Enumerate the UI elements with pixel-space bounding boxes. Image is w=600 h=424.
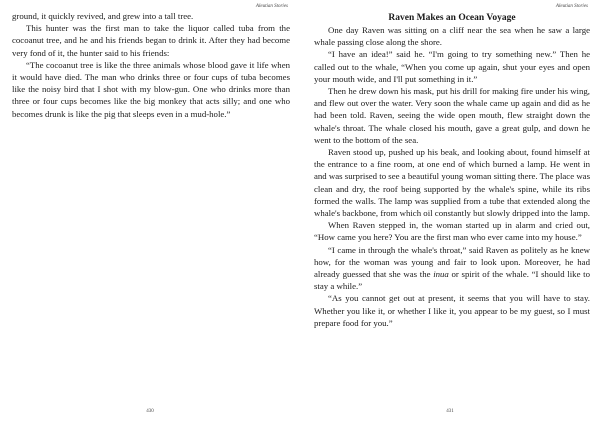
chapter-title: Raven Makes an Ocean Voyage xyxy=(388,13,516,23)
paragraph: Then he drew down his mask, put his drill for making fire under his wing, and flew out over the water. Very soon the whale came up again and did as he had been told. Raven, seeing the wide open mouth, flew straight down the whale's throat. The whale closed his mouth, gave a great gulp, and down he went to the bottom of the sea. xyxy=(314,86,590,145)
paragraph: When Raven stepped in, the woman started up in alarm and cried out, “How came you here? You are the first man who ever came into my house.” xyxy=(314,220,590,243)
paragraph: Raven stood up, pushed up his beak, and looking about, found himself at the entrance to a fine room, at one end of which burned a lamp. He went in and was surprised to see a beautiful young woman sitting there. The place was clean and dry, the roof being supported by the whale's spine, while its ribs formed the walls. The lamp was supplied from a tube that extended along the whale's backbone, from which oil constantly but slowly dripped into the lamp. xyxy=(314,147,590,219)
paragraph: This hunter was the first man to take the liquor called tuba from the cocoanut tree, and he and his friends began to drink it. After they had become very fond of it, the hunter said to his friends: xyxy=(12,23,290,58)
right-page-text xyxy=(314,12,590,329)
paragraph: “I have an idea!” said he. “I'm going to try something new.” Then he called out to the whale, “When you come up again, shut your eyes and open your mouth wide, and I'll put something in it.” xyxy=(314,49,590,84)
running-header-right: Aleutian Stories xyxy=(555,4,588,9)
italic-term: inua xyxy=(433,269,449,280)
running-header-left: Aleutian Stories xyxy=(255,4,288,9)
paragraph: “The cocoanut tree is like the three animals whose blood gave it life when it would have died. The man who drinks three or four cups of tuba becomes like the noisy bird that I shot with my blow-gun. One who drinks more than three or four cups becomes like the big monkey that acts silly; and one who becomes drunk is like the pig that sleeps even in a mud-hole.” xyxy=(12,59,290,119)
left-page-text xyxy=(12,10,290,120)
paragraph: ground, it quickly revived, and grew into a tall tree. xyxy=(12,11,194,21)
page-number-right: 431 xyxy=(446,409,454,414)
paragraph: “As you cannot get out at present, it seems that you will have to stay. Whether you like it, or whether I like it, you appear to be my guest, so I must prepare food for you.” xyxy=(314,293,590,328)
paragraph: One day Raven was sitting on a cliff near the sea when he saw a large whale passing close along the shore. xyxy=(314,25,590,48)
paragraph-text: or spirit of the whale. “I should like to stay a while.” xyxy=(314,269,590,292)
page-number-left: 430 xyxy=(146,409,154,414)
paragraph-text: “I came in through the whale's throat,” said Raven as politely as he knew how, for the woman was young and fair to look upon. Moreover, he had already guessed that she was the xyxy=(314,244,590,280)
right-page xyxy=(300,0,600,424)
paragraph xyxy=(314,244,590,293)
